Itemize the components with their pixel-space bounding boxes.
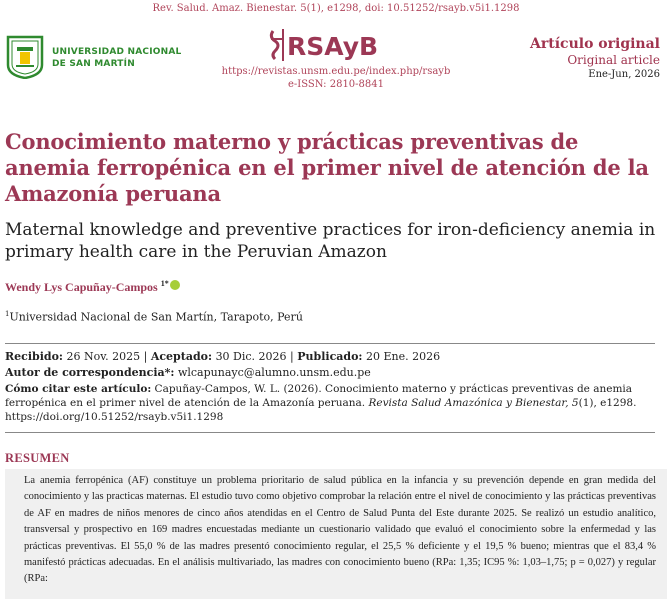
author-line [5,279,180,295]
cite-journal: Revista Salud Amazónica y Bienestar, 5 [368,397,579,409]
published-label: Publicado: [297,350,363,363]
header-citation: Rev. Salud. Amaz. Bienestar. 5(1), e1298, doi: 10.51252/rsayb.v5i1.1298 [152,3,520,14]
university-name-line2: DE SAN MARTÍN [52,59,135,69]
cite-label: Cómo citar este artículo: [5,383,152,395]
published-date: 20 Ene. 2026 [365,350,441,363]
correspondence-label: Autor de correspondencia*: [5,366,175,379]
author-mark: 1* [160,279,169,288]
article-dates: Recibido: 26 Nov. 2025 | Aceptado: 30 Dic. 2026 | Publicado: 20 Ene. 2026 [5,350,441,363]
correspondence-email[interactable]: wlcapunayc@alumno.unsm.edu.pe [177,366,371,379]
university-name-line1: UNIVERSIDAD NACIONAL [52,47,182,57]
abstract-heading: RESUMEN [5,451,70,465]
accepted-date: 30 Dic. 2026 [215,350,287,363]
university-name [52,46,181,70]
affiliation [5,310,303,324]
received-date: 26 Nov. 2025 [66,350,141,363]
author-name[interactable]: Wendy Lys Capuñay-Campos [5,280,158,294]
affiliation-mark: 1 [5,310,10,318]
cite-text-before: Capuñay-Campos, W. L. (2026). Conocimiento materno y prácticas preventivas de anemia ferropénica en el primer nivel de atención de la Amazonía peruana. [5,383,633,409]
article-type: Artículo original [530,36,660,52]
journal-logo [267,27,393,63]
cite-text-after[interactable]: (1), e1298. https://doi.org/10.51252/rsayb.v5i1.1298 [5,397,637,423]
article-title-english: Maternal knowledge and preventive practices for iron-deficiency anemia in primary health care in the Peruvian Amazon [5,220,656,262]
article-type-en: Original article [567,53,660,67]
university-seal-icon [6,35,44,79]
journal-url[interactable]: https://revistas.unsm.edu.pe/index.php/rsayb [221,66,451,77]
divider [5,432,655,433]
journal-issn: e-ISSN: 2810-8841 [288,79,384,90]
orcid-icon[interactable] [170,280,180,290]
received-label: Recibido: [5,350,63,363]
how-to-cite [5,382,667,424]
divider [5,343,655,344]
affiliation-text: Universidad Nacional de San Martín, Tarapoto, Perú [9,310,303,324]
correspondence [5,366,371,379]
journal-logo-text: RSAyB [287,32,379,61]
issue-date: Ene-Jun, 2026 [588,69,660,80]
abstract-text: La anemia ferropénica (AF) constituye un problema prioritario de salud pública en la infancia y su prevención depende en gran medida del conocimiento y las practicas maternas. El estudio tuvo como objetivo comprobar la relación entre el nivel de conocimiento y las prácticas preventivas de AF en madres de niños menores de cinco años atendidas en el Centro de Salud Punta del Este durante 2025. Se realizó un estudio analítico, transversal y prospectivo en 169 madres encuestadas mediante un cuestionario validado que evaluó el conocimiento sobre la enfermedad y las prácticas preventivas. El 55,0 % de las madres presentó conocimiento regular, el 25,5 % deficiente y el 19,5 % bueno; mientras que el 83,4 % manifestó prácticas adecuadas. En el análisis multivariado, las madres con conocimiento bueno (RPa: 1,35; IC95 %: 1,03–1,75; p = 0,027) y regular (RPa: [24,475,656,585]
article-title-spanish: Conocimiento materno y prácticas preventivas de anemia ferropénica en el primer nivel de atención de la Amazonía peruana [5,129,649,206]
accepted-label: Aceptado: [150,350,213,363]
